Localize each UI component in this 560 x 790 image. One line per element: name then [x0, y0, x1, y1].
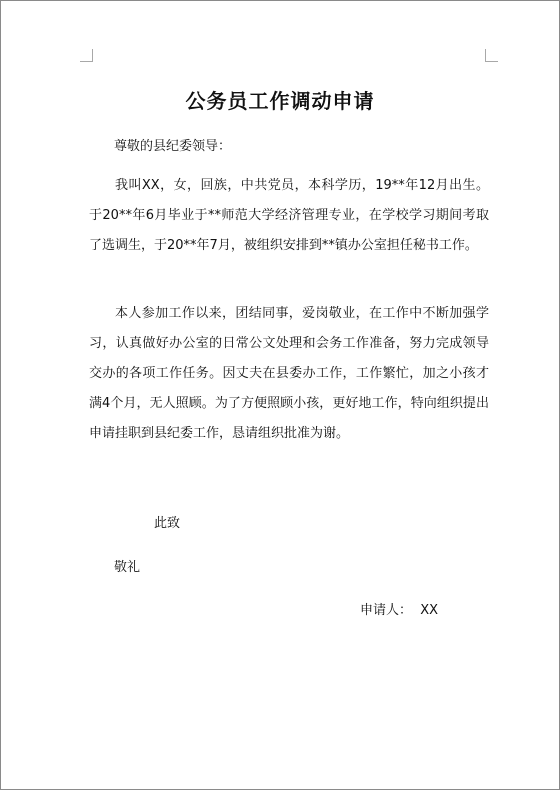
- document-title: 公务员工作调动申请: [185, 89, 375, 113]
- closing-line-1: 此致: [154, 516, 181, 531]
- body-paragraph-2: 本人参加工作以来，团结同事，爱岗敬业，在工作中不断加强学习，认真做好办公室的日常公文处理和会务工作准备，努力完成领导交办的各项工作任务。因丈夫在县委办工作，工作繁忙，加之小孩才满4个月，无人照顾。为了方便照顾小孩，更好地工作，特向组织提出申请挂职到县纪委工作，恳请组织批准为谢。: [89, 306, 489, 441]
- applicant-signature: 申请人： XX: [360, 603, 439, 618]
- margin-corner-mark-right: [485, 49, 498, 62]
- salutation: 尊敬的县纪委领导：: [114, 139, 232, 154]
- body-paragraph-1: 我叫XX，女，回族，中共党员，本科学历，19**年12月出生。于20**年6月毕业于**师范大学经济管理专业，在学校学习期间考取了选调生，于20**年7月，被组织安排到**镇办公室担任秘书工作。: [89, 178, 489, 253]
- closing-line-2: 敬礼: [114, 560, 141, 575]
- margin-corner-mark-left: [80, 49, 93, 62]
